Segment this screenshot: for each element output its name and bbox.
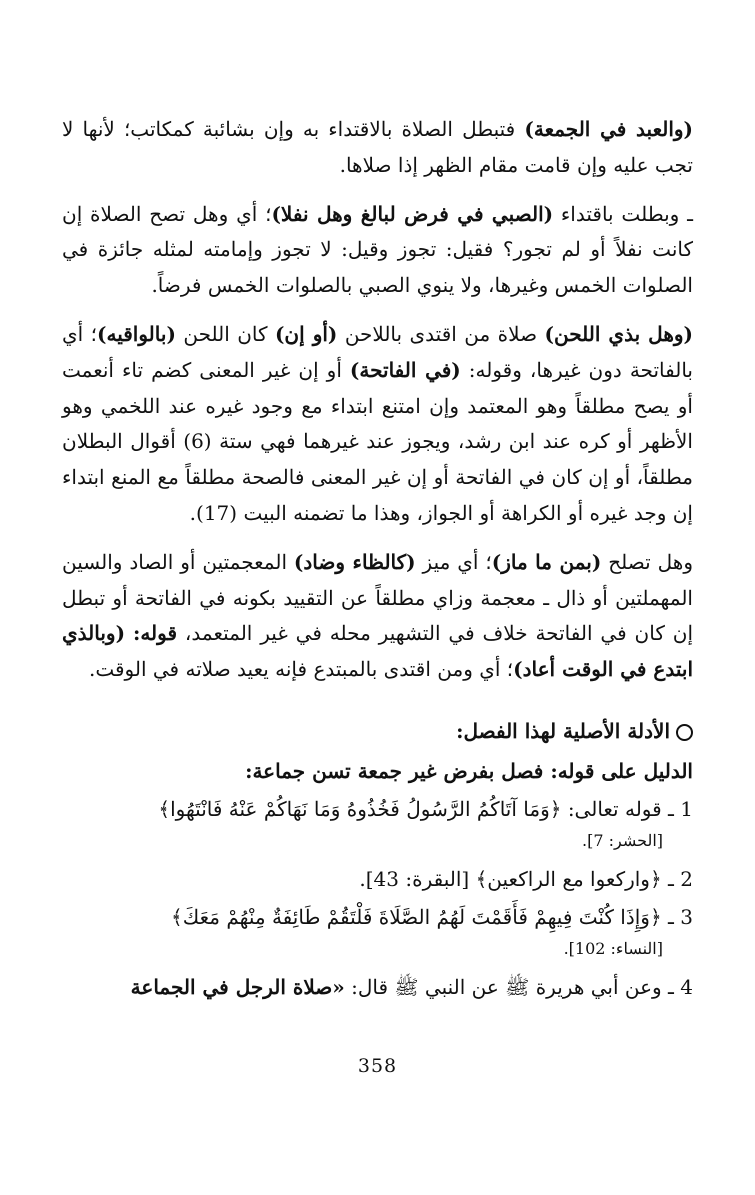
evidence-item-1: 1 ـ قوله تعالى: ﴿وَمَا آتَاكُمُ الرَّسُولُ فَخُذُوهُ وَمَا نَهَاكُمْ عَنْهُ فَانْتَهُوا﴾ — [158, 796, 693, 821]
page-number: 358 — [357, 1055, 398, 1077]
matn-phrase: (والعبد في الجمعة) — [524, 117, 694, 141]
commentary-text: ؛ أي بالفاتحة دون غيرها، وقوله: — [62, 321, 693, 382]
evidence-item-2: 2 ـ ﴿واركعوا مع الراكعين﴾ [البقرة: 43]. — [359, 866, 693, 891]
evidence-text: 4 ـ وعن أبي هريرة ﷺ عن النبي ﷺ قال: — [344, 974, 693, 999]
paragraph-1 — [62, 112, 693, 184]
commentary-text: ؛ أي وهل تصح الصلاة إن كانت نفلاً أو لم تجور؟ فقيل: تجوز وقيل: لا تجوز وإمامته لمثله جائزة في الصلوات الخمس وغيرها، ولا ينوي الصبي بالصلوات الخمس فرضاً. — [62, 201, 693, 298]
matn-phrase: (بمن ما ماز) — [491, 549, 602, 574]
commentary-text: أو إن غير المعنى كضم تاء أنعمت أو يصح مطلقاً وهو المعتمد وإن امتنع ابتداء مع وجود غيره عند اللخمي وهو الأظهر أو كره عند ابن رشد، ويجوز عند غيرهما فهي ستة (6) أقوال البطلان مطلقاً، أو إن كان في الفاتحة أو إن غير المعنى فالصحة مطلقاً مع المنع ابتداء إن وجد غيره أو الكراهة أو الجواز، وهذا ما تضمنه البيت (17). — [62, 357, 693, 525]
paragraph-4 — [62, 545, 693, 688]
section-heading — [62, 714, 693, 748]
section-heading-text: الأدلة الأصلية لهذا الفصل: — [456, 718, 670, 743]
matn-phrase: (أو إن) — [274, 321, 338, 346]
matn-phrase: (وبالذي ابتدع في الوقت أعاد) — [62, 621, 693, 682]
matn-phrase: (الصبي في فرض لبالغ وهل نفلا) — [271, 201, 554, 226]
evidence-source-3: [النساء: 102]. — [563, 938, 663, 958]
paragraph-2 — [62, 197, 693, 304]
commentary-text: وهل تصلح — [601, 549, 693, 574]
commentary-text: ؛ أي ميز — [415, 549, 492, 574]
matn-phrase: (كالظاء وضاد) — [293, 549, 416, 574]
commentary-text: المعجمتين أو الصاد والسين المهملتين أو ذال ـ معجمة وزاي مطلقاً عن التقييد بكونه في الفاتحة أو تبطل إن كان في الفاتحة خلاف في التشهير محله في غير المتعمد، — [62, 549, 694, 646]
circle-bullet-icon — [676, 724, 693, 741]
matn-phrase: (وهل بذي اللحن) — [544, 321, 693, 346]
evidence-subheading: الدليل على قوله: فصل بفرض غير جمعة تسن جماعة: — [245, 758, 693, 783]
evidence-item-3: 3 ـ ﴿وَإِذَا كُنْتَ فِيهِمْ فَأَقَمْتَ لَهُمُ الصَّلَاةَ فَلْتَقُمْ طَائِفَةٌ مِنْهُمْ مَعَكَ﴾ — [171, 904, 693, 929]
matn-phrase: (بالواقيه) — [97, 321, 176, 346]
evidence-source-1: [الحشر: 7]. — [582, 830, 663, 850]
evidence-item-4 — [62, 970, 693, 1004]
matn-phrase: (في الفاتحة) — [349, 357, 461, 382]
commentary-text: كان اللحن — [175, 321, 275, 346]
commentary-text: فتبطل الصلاة بالاقتداء به وإن بشائبة كمكاتب؛ لأنها لا تجب عليه وإن قامت مقام الظهر إذا صلاها. — [62, 117, 693, 177]
commentary-text: ـ وبطلت باقتداء — [553, 201, 693, 226]
commentary-text: صلاة من اقتدى باللاحن — [337, 321, 545, 346]
matn-phrase: قوله: — [132, 621, 178, 646]
paragraph-3 — [62, 317, 693, 532]
hadith-quote: «صلاة الرجل في الجماعة — [130, 974, 345, 999]
commentary-text: ؛ أي ومن اقتدى بالمبتدع فإنه يعيد صلاته في الوقت. — [88, 657, 514, 682]
